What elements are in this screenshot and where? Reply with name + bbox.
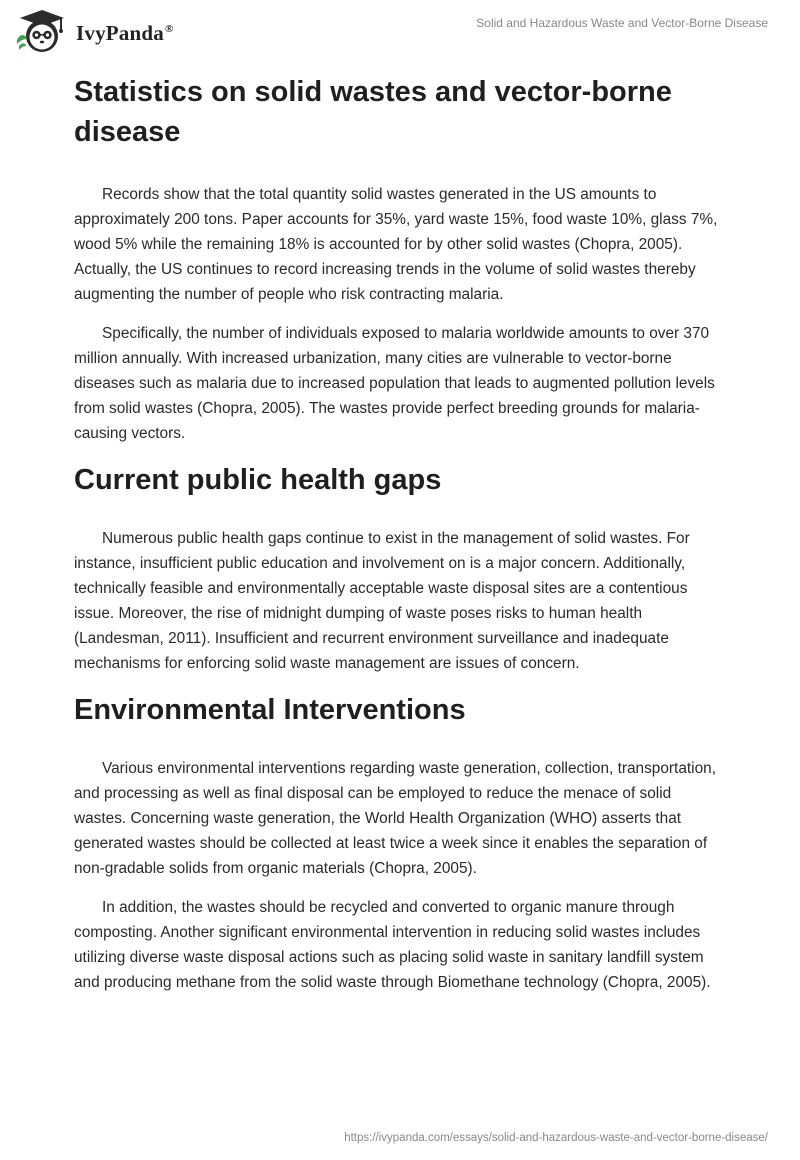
paragraph: Various environmental interventions regarding waste generation, collection, transportation, and processing as well as final disposal can be employed to reduce the menace of solid wastes. Concerning waste generation, the World Health Organization (WHO) asserts that generated wastes should be collected at least twice a week since it enables the separation of non-gradable solids from organic materials (Chopra, 2005).	[74, 760, 716, 877]
brand-logo[interactable]	[14, 8, 173, 56]
paragraph: Specifically, the number of individuals exposed to malaria worldwide amounts to over 370 million annually. With increased urbanization, many cities are vulnerable to vector-borne diseases such as malaria due to increased population that leads to augmented pollution levels from solid wastes (Chopra, 2005). The wastes provide perfect breeding grounds for malaria-causing vectors.	[74, 325, 715, 442]
paragraph: Numerous public health gaps continue to exist in the management of solid wastes. For instance, insufficient public education and involvement on is a major concern. Additionally, technically feasible and environmentally acceptable waste disposal sites are a contentious issue. Moreover, the rise of midnight dumping of waste poses risks to human health (Landesman, 2011). Insufficient and recurrent environment surveillance and inadequate mechanisms for enforcing solid waste management are issues of concern.	[74, 530, 690, 672]
section-heading-environmental-interventions: Environmental Interventions	[74, 694, 466, 726]
article-body	[74, 72, 726, 1009]
section-heading-public-health-gaps: Current public health gaps	[74, 464, 442, 496]
brand-name: IvyPanda®	[76, 20, 174, 45]
page-header	[0, 0, 800, 70]
paragraph: Records show that the total quantity solid wastes generated in the US amounts to approximately 200 tons. Paper accounts for 35%, yard waste 15%, food waste 10%, glass 7%, wood 5% while the remaining 18% is accounted for by other solid wastes (Chopra, 2005). Actually, the US continues to record increasing trends in the volume of solid wastes thereby augmenting the number of people who risk contracting malaria.	[74, 186, 718, 303]
document-title: Solid and Hazardous Waste and Vector-Borne Disease	[476, 16, 768, 30]
panda-logo-icon	[14, 8, 70, 56]
section-heading-statistics: Statistics on solid wastes and vector-borne disease	[74, 76, 672, 148]
source-url-link[interactable]: https://ivypanda.com/essays/solid-and-hazardous-waste-and-vector-borne-disease/	[344, 1132, 768, 1144]
paragraph: In addition, the wastes should be recycled and converted to organic manure through composting. Another significant environmental intervention in reducing solid wastes includes utilizing diverse waste disposal actions such as placing solid waste in sanitary landfill system and producing methane from the solid waste through Biomethane technology (Chopra, 2005).	[74, 899, 711, 991]
